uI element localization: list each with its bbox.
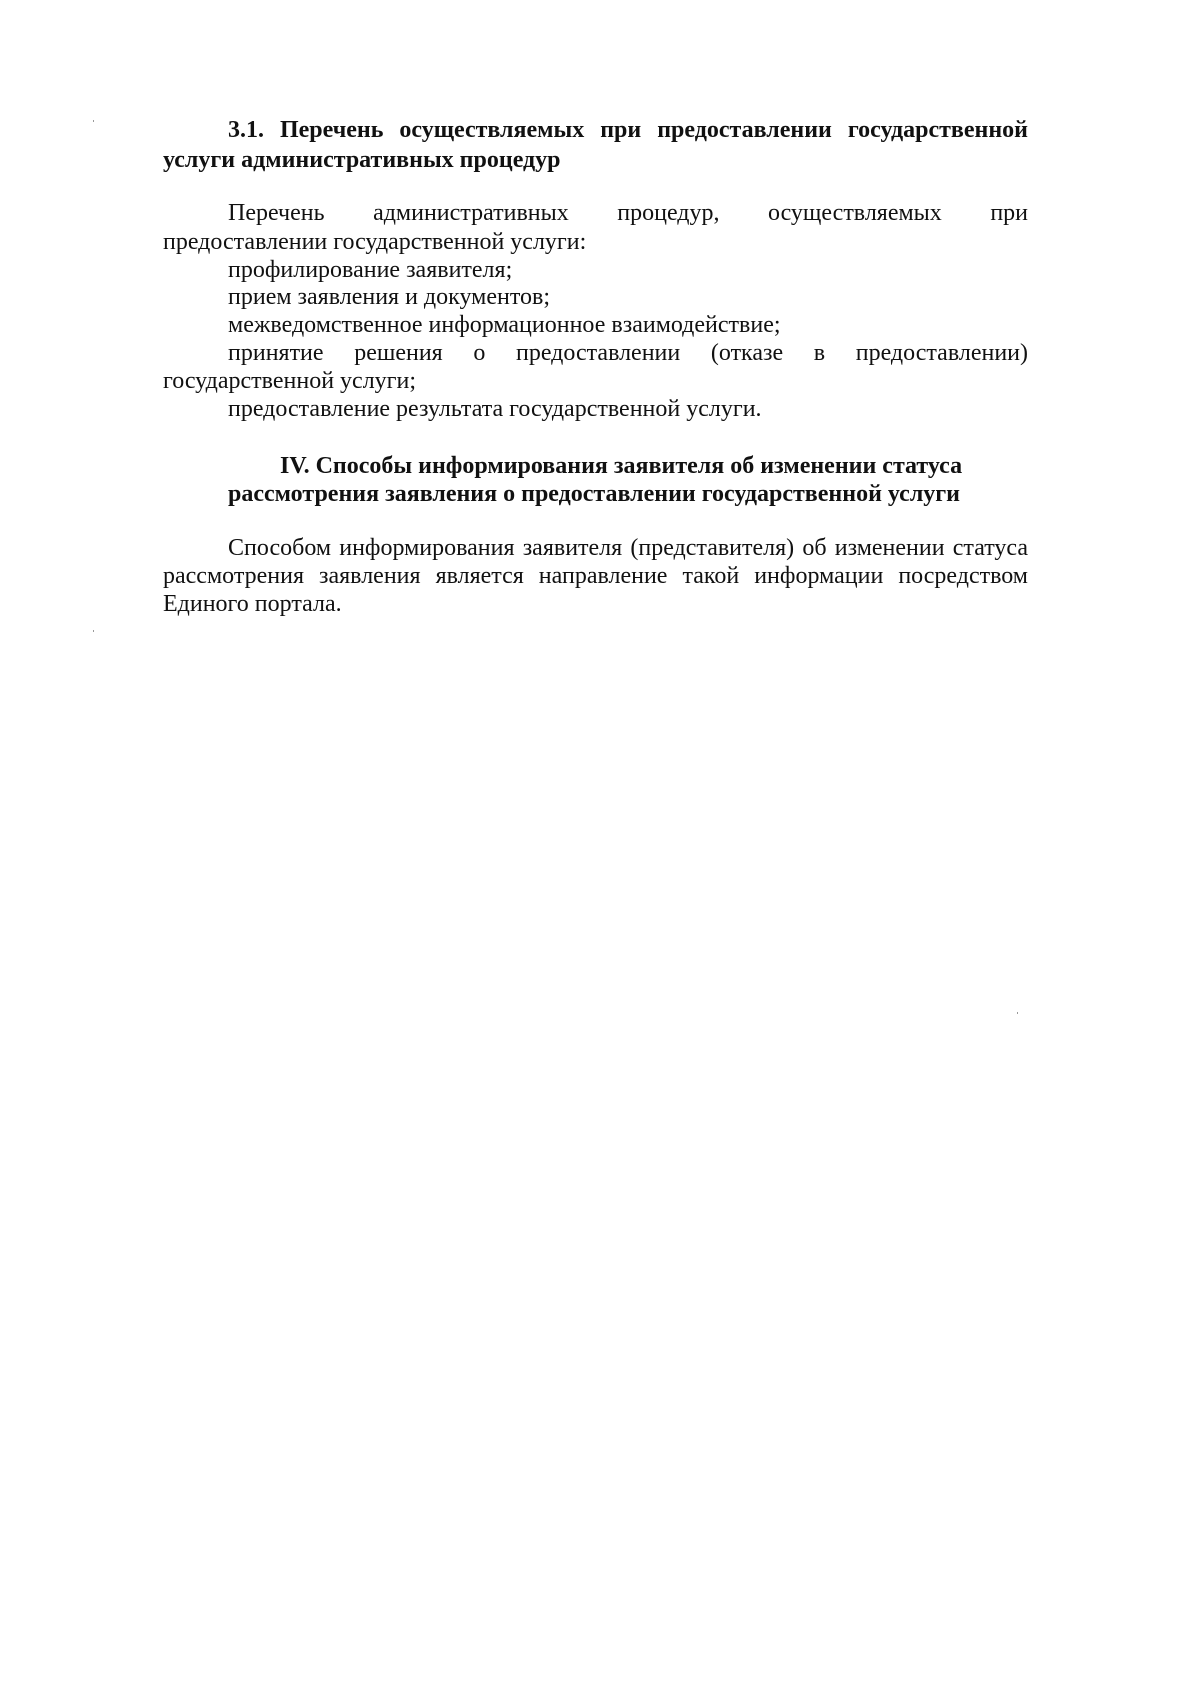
intro-line2: предоставлении государственной услуги: (163, 229, 587, 255)
section-4-body-line2: рассмотрения заявления является направление такой информации посредством (163, 563, 1028, 589)
list-item: профилирование заявителя; (228, 257, 513, 283)
list-item: принятие решения о предоставлении (отказе в предоставлении) (228, 340, 1028, 366)
list-item: межведомственное информационное взаимодействие; (228, 312, 781, 338)
list-item: прием заявления и документов; (228, 284, 550, 310)
scan-speck (93, 120, 94, 122)
section-3-1-heading-line2: услуги административных процедур (163, 147, 561, 173)
section-4-heading-line1: IV. Способы информирования заявителя об изменении статуса (280, 453, 963, 479)
section-3-1-heading-line1: 3.1. Перечень осуществляемых при предоставлении государственной (228, 117, 1028, 143)
scan-speck (93, 630, 94, 632)
section-4-body-line3: Единого портала. (163, 591, 342, 617)
section-4-heading-line2: рассмотрения заявления о предоставлении государственной услуги (228, 481, 961, 507)
list-item: предоставление результата государственной услуги. (228, 396, 762, 422)
intro-line1: Перечень административных процедур, осуществляемых при (228, 200, 1028, 226)
list-item-continuation: государственной услуги; (163, 368, 417, 394)
section-4-body-line1: Способом информирования заявителя (представителя) об изменении статуса (228, 535, 1028, 561)
scan-speck (1017, 1012, 1018, 1014)
